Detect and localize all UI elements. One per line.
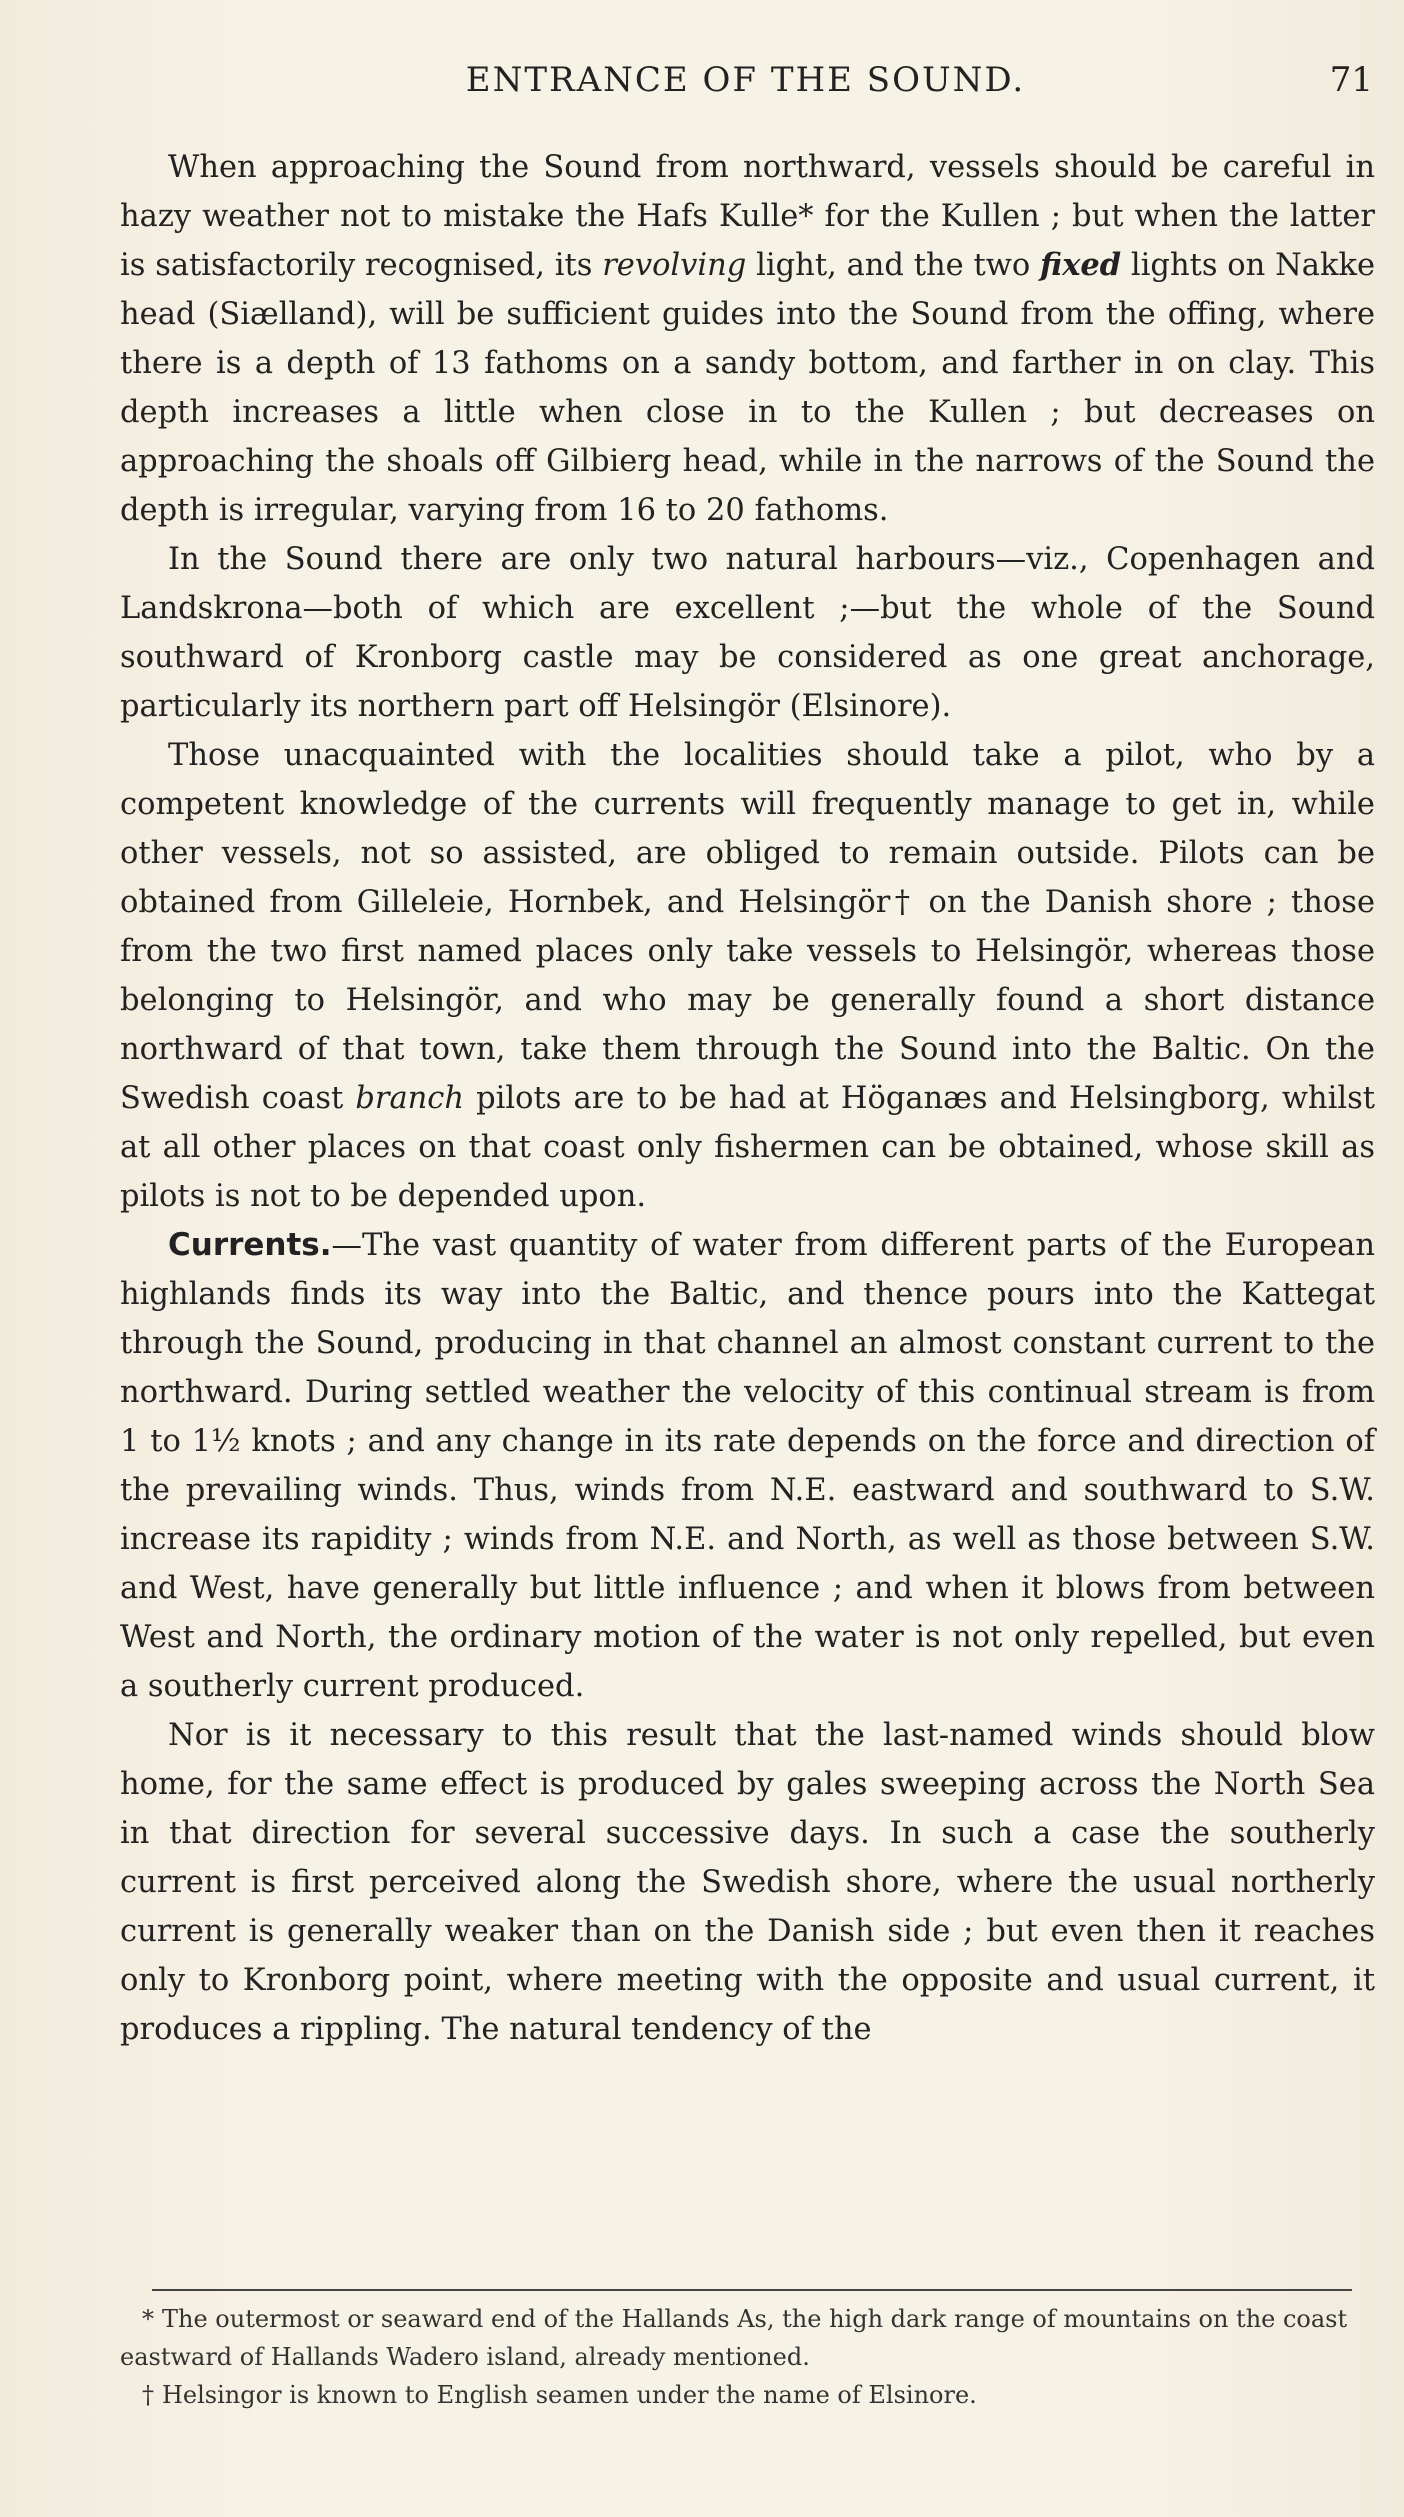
footnote-1-mark: * (142, 2305, 154, 2333)
footnote-1 (120, 2300, 1375, 2376)
page-number: 71 (1329, 60, 1373, 100)
paragraph-harbours: In the Sound there are only two natural harbours—viz., Copenhagen and Landskrona—both of which are excellent ;—but the whole of the Sound southward of Kronborg castle may be considered as one great anchorage, particularly its northern part off Helsingör (Elsinore). (120, 542, 1375, 724)
paragraph-southerly-current: Nor is it necessary to this result that the last-named winds should blow home, for the same effect is produced by gales sweeping across the North Sea in that direction for several successive days. In such a case the southerly current is first perceived along the Swedish shore, where the usual northerly current is generally weaker than on the Danish side ; but even then it reaches only to Kronborg point, where meeting with the opposite and usual current, it produces a rippling. The natural tendency of the (120, 1718, 1375, 2047)
paragraph-approach-text-a: When approaching the Sound from northward, vessels should be careful in hazy weather not to mistake the Hafs Kulle* for the Kullen ; but when the latter is satisfactorily recognised, its (120, 150, 1375, 283)
footnote-divider (152, 2289, 1352, 2291)
fixed-italic: fixed (1040, 247, 1122, 283)
paragraph-approach-text-b: light, and the two (746, 248, 1041, 283)
paragraph-approach-text-c: lights on Nakke head (Siælland), will be sufficient guides into the Sound from the offing, where there is a depth of 13 fathoms on a sandy bottom, and farther in on clay. This depth increases a little when close in to the Kullen ; but decreases on approaching the shoals off Gilbierg head, while in the narrows of the Sound the depth is irregular, varying from 16 to 20 fathoms. (120, 248, 1375, 528)
footnote-2 (120, 2376, 1375, 2414)
page-title: ENTRANCE OF THE SOUND. (465, 60, 1026, 100)
running-head (118, 60, 1373, 110)
footnote-1-text: The outermost or seaward end of the Hallands As, the high dark range of mountains on the coast eastward of Hallands Wadero island, already mentioned. (120, 2305, 1348, 2371)
paragraph-pilots-text-b: pilots are to be had at Höganæs and Helsingborg, whilst at all other places on that coast only fishermen can be obtained, whose skill as pilots is not to be depended upon. (120, 1081, 1375, 1214)
section-heading-currents: Currents. (168, 1227, 332, 1263)
branch-italic: branch (355, 1081, 465, 1116)
paragraph-currents-text: —The vast quantity of water from different parts of the European highlands finds its way into the Baltic, and thence pours into the Kattegat through the Sound, producing in that channel an almost constant current to the northward. During settled weather the velocity of this continual stream is from 1 to 1½ knots ; and any change in its rate depends on the force and direction of the prevailing winds. Thus, winds from N.E. eastward and southward to S.W. increase its rapidity ; winds from N.E. and North, as well as those between S.W. and West, have generally but little influence ; and when it blows from between West and North, the ordinary motion of the water is not only repelled, but even a southerly current produced. (120, 1228, 1375, 1704)
footnotes (120, 2300, 1375, 2414)
paragraph-approach (120, 143, 1375, 535)
revolving-italic: revolving (602, 248, 747, 283)
body-text (120, 143, 1375, 2054)
paragraph-currents (120, 1221, 1375, 1711)
paragraph-pilots (120, 731, 1375, 1221)
paragraph-pilots-text-a: Those unacquainted with the localities should take a pilot, who by a competent knowledge of the currents will frequently manage to get in, while other vessels, not so assisted, are obliged to remain outside. Pilots can be obtained from Gilleleie, Hornbek, and Helsingör† on the Danish shore ; those from the two first named places only take vessels to Helsingör, whereas those belonging to Helsingör, and who may be generally found a short distance northward of that town, take them through the Sound into the Baltic. On the Swedish coast (120, 738, 1375, 1116)
footnote-2-mark: † (142, 2381, 154, 2409)
footnote-2-text: Helsingor is known to English seamen under the name of Elsinore. (162, 2381, 977, 2409)
